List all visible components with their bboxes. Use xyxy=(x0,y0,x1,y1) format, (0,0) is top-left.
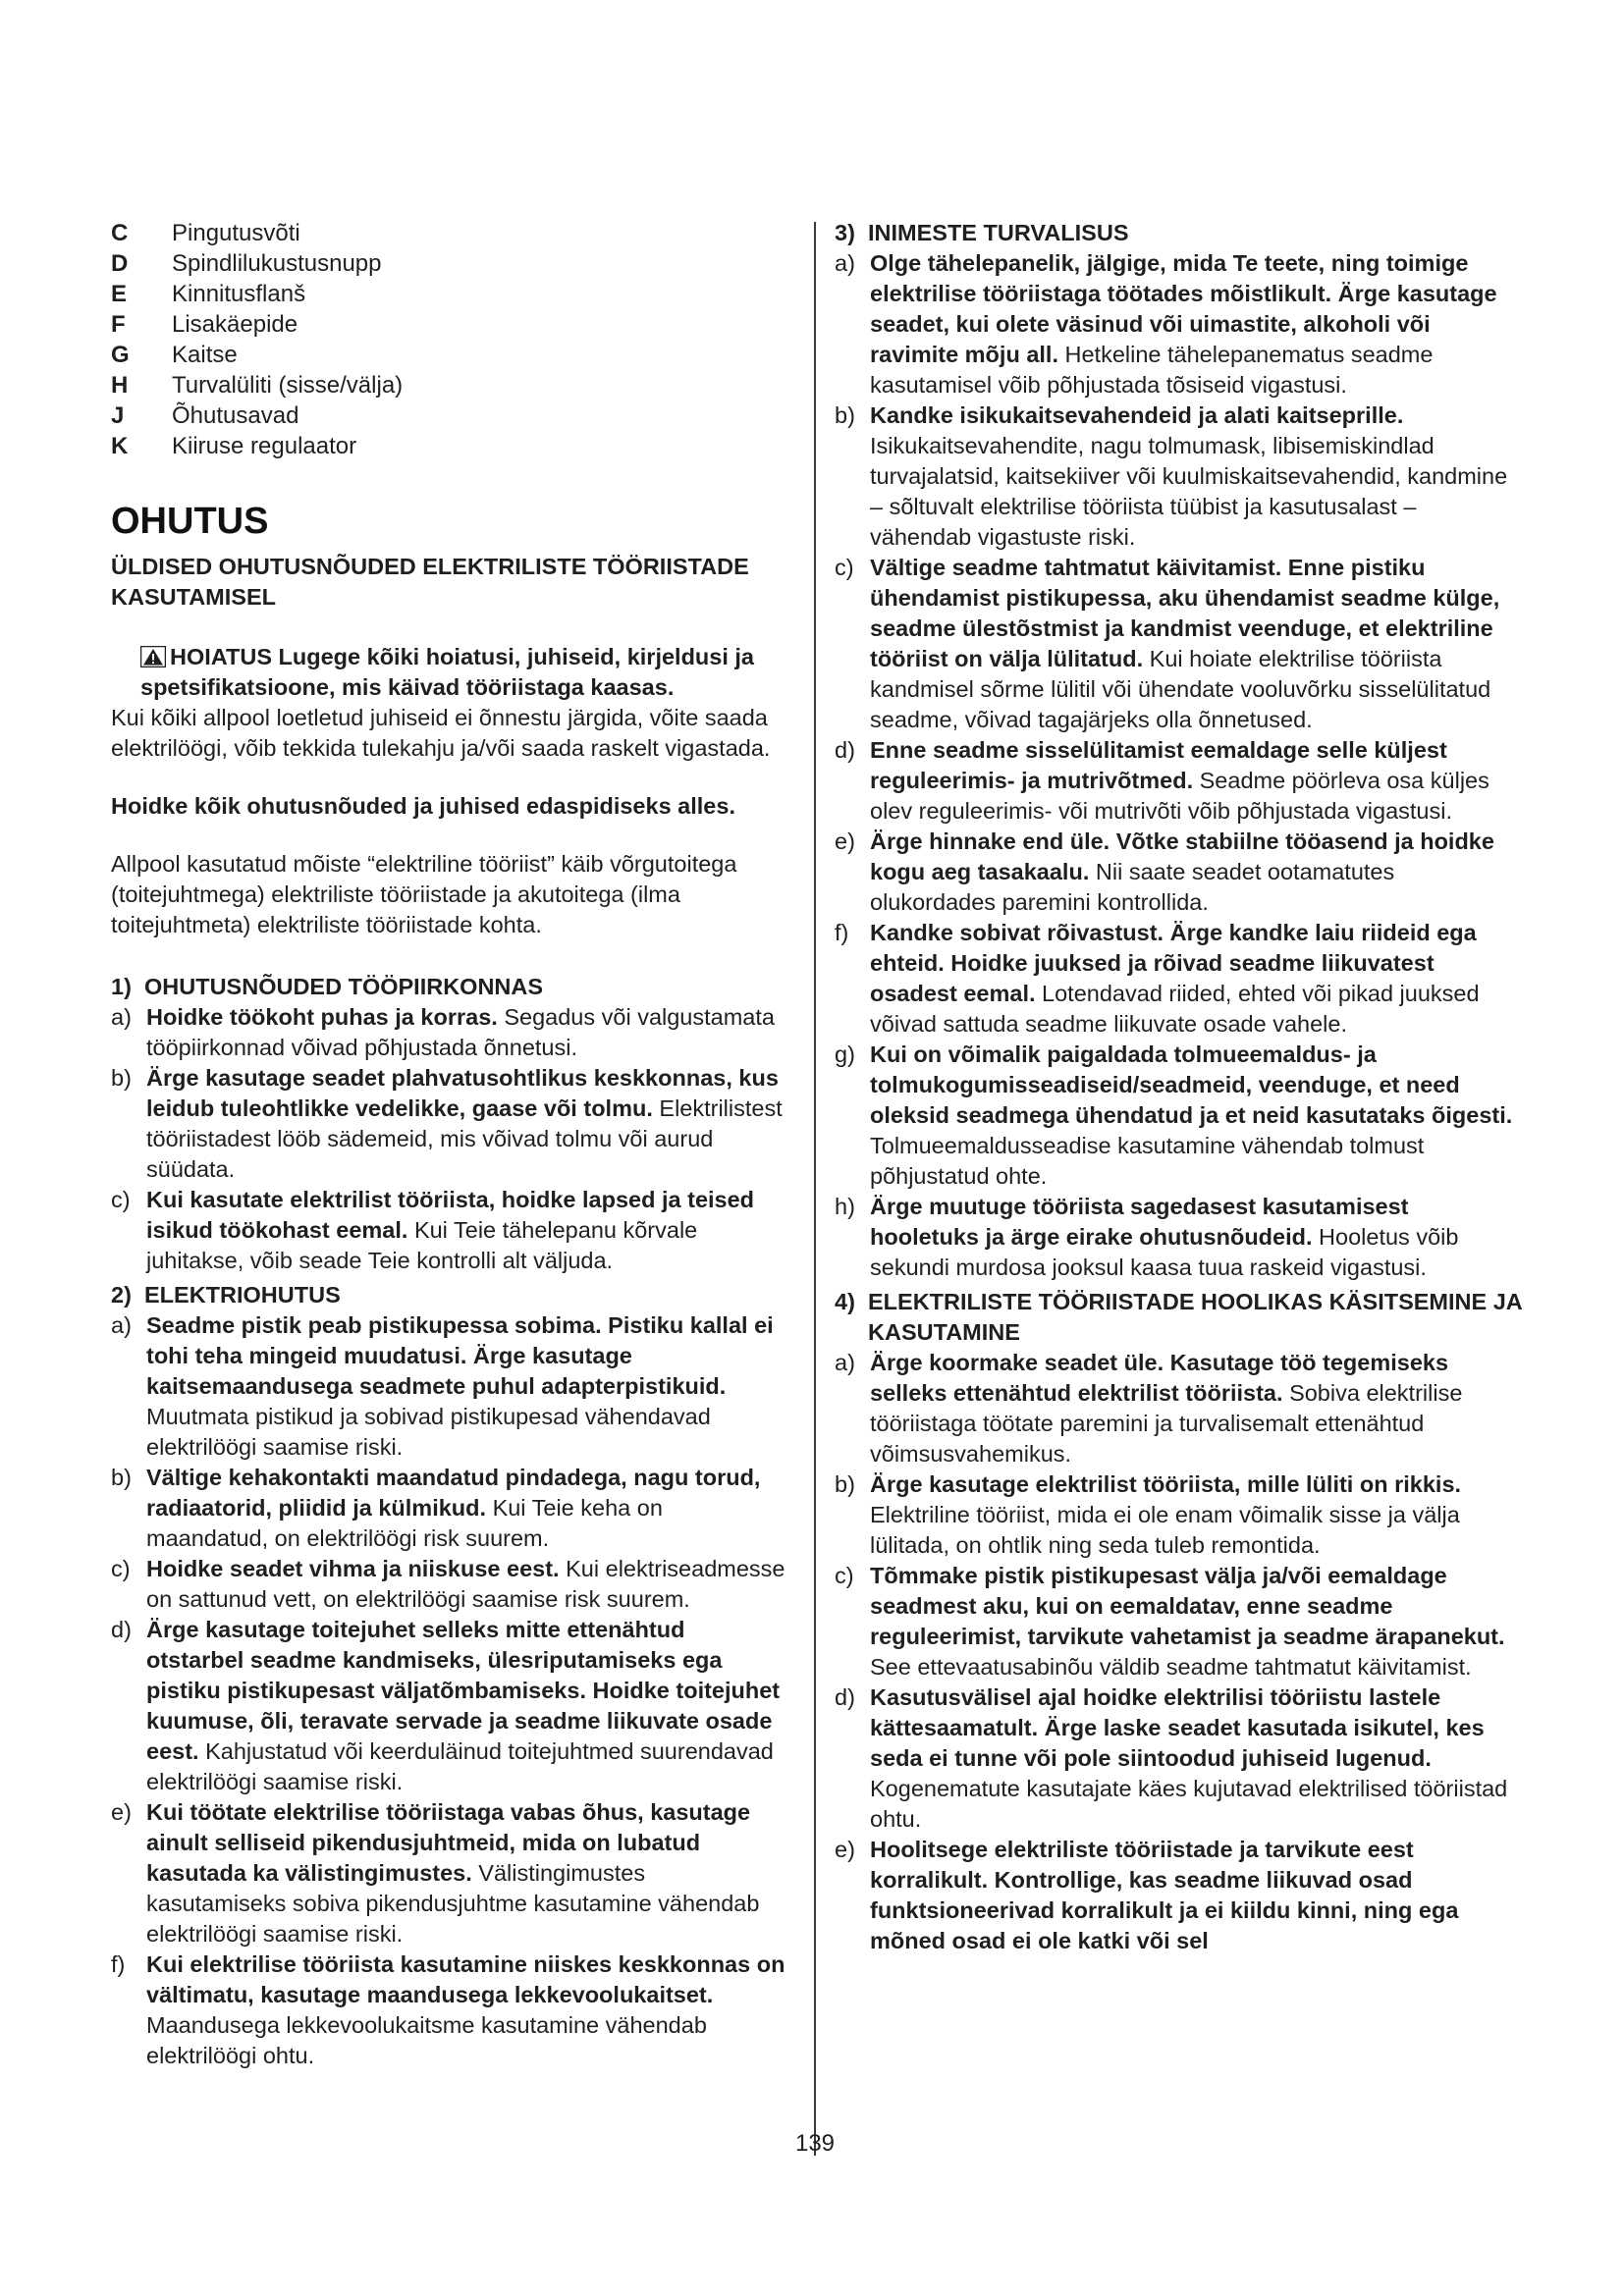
list-item: c) Tõmmake pistik pistikupesast välja ja/või eemaldage seadmest aku, kui on eemaldatav, enne seadme reguleerimist, tarvikute vahetamist ja seadme ärapanekut. See ettevaatusabinõu väldib seadme tahtmatut käivitamist. xyxy=(835,1563,1505,1680)
list-item: a) Seadme pistik peab pistikupessa sobima. Pistiku kallal ei tohi teha mingeid muudatusi. Ärge kasutage kaitsemaandusega seadmete puhul adapterpistikuid. Muutmata pistikud ja sobivad pistikupesad vähendavad elektrilöögi saamise riski. xyxy=(111,1312,774,1460)
part-row: E Kinnitusflanš xyxy=(111,281,306,307)
warning-normal-text: Kui kõiki allpool loetletud juhiseid ei õnnestu järgida, võite saada elektrilöögi, võib tekkida tulekahju ja/või saada raskelt vigastada. xyxy=(111,705,771,761)
warning-bold-text: HOIATUS Lugege kõiki hoiatusi, juhiseid, kirjeldusi ja spetsifikatsioone, mis käivad tööriistaga kaasas. xyxy=(140,644,755,700)
list-item: f) Kandke sobivat rõivastust. Ärge kandke laiu riideid ega ehteid. Hoidke juuksed ja rõivad seadme liikuvatest osadest eemal. Lotendavad riided, ehted või pikad juuksed võivad sattuda seadme liikuvate osade vahele. xyxy=(835,920,1480,1037)
part-row: D Spindlilukustusnupp xyxy=(111,250,382,277)
section-title: 4) ELEKTRILISTE TÖÖRIISTADE HOOLIKAS KÄSITSEMINE JA KASUTAMINE xyxy=(835,1289,1522,1345)
list-item: e) Hoolitsege elektriliste tööriistade ja tarvikute eest korralikult. Kontrollige, kas seadme liikuvad osad funktsioneerivad korralikult ja ei kiildu kinni, ning ega mõned osad ei ole katki või sel xyxy=(835,1837,1459,1953)
list-item: c) Kui kasutate elektrilist tööriista, hoidke lapsed ja teised isikud töökohast eemal. Kui Teie tähelepanu kõrvale juhitakse, võib seade Teie kontrolli alt väljuda. xyxy=(111,1187,755,1273)
part-row: G Kaitse xyxy=(111,342,238,368)
keep-notice: Hoidke kõik ohutusnõuded ja juhised edaspidiseks alles. xyxy=(111,793,735,819)
part-row: K Kiiruse regulaator xyxy=(111,433,357,459)
list-item: d) Kasutusvälisel ajal hoidke elektrilisi tööriistu lastele kättesaamatult. Ärge laske seadet kasutada isikutel, kes seda ei tunne või pole siintoodud juhiseid lugenud. Kogenematute kasutajate käes kujutavad elektrilised tööriistad ohtu. xyxy=(835,1684,1508,1832)
part-row: J Õhutusavad xyxy=(111,402,299,429)
warning-block xyxy=(111,642,788,764)
list-item: a) Hoidke töökoht puhas ja korras. Segadus või valgustamata tööpiirkonnad võivad põhjustada õnnetusi. xyxy=(111,1004,775,1060)
section-heading: OHUTUS xyxy=(111,501,269,542)
left-column xyxy=(111,218,788,2071)
right-column xyxy=(835,218,1522,1956)
list-item: c) Vältige seadme tahtmatut käivitamist. Enne pistiku ühendamist pistikupessa, aku ühendamist seadme külge, seadme ülestõstmist ja kandmist veenduge, et elektriline tööriist on välja lülitatud. Kui hoiate elektrilise tööriista kandmisel sõrme lülitil või ühendate vooluvõrku sisselülitatud seadme, võivad tagajärjeks olla õnnetused. xyxy=(835,555,1500,732)
list-item: h) Ärge muutuge tööriista sagedasest kasutamisest hooletuks ja ärge eirake ohutusnõudeid. Hooletus võib sekundi murdosa jooksul kaasa tuua raskeid vigastusi. xyxy=(835,1194,1459,1280)
list-item: a) Olge tähelepanelik, jälgige, mida Te teete, ning toimige elektrilise tööriistaga töötades mõistlikult. Ärge kasutage seadet, kui olete väsinud või uimastite, alkoholi või ravimite mõju all. Hetkeline tähelepanematus seadme kasutamisel võib põhjustada tõsiseid vigastusi. xyxy=(835,250,1497,398)
part-row: F Lisakäepide xyxy=(111,311,298,338)
list-item: b) Kandke isikukaitsevahendeid ja alati kaitseprille. Isikukaitsevahendite, nagu tolmumask, libisemiskindlad turvajalatsid, kaitsekiiver või kuulmiskaitsevahendid, kandmine – sõltuvalt elektrilise tööriista tüübist ja kasutusalast – vähendab vigastuste riski. xyxy=(835,402,1508,550)
list-item: d) Enne seadme sisselülitamist eemaldage selle küljest reguleerimis- ja mutrivõtmed. Seadme pöörleva osa küljes olev reguleerimis- või mutrivõti võib põhjustada vigastusi. xyxy=(835,737,1489,824)
list-item: e) Ärge hinnake end üle. Võtke stabiilne tööasend ja hoidke kogu aeg tasakaalu. Nii saate seadet ootamatutes olukordades paremini kontrollida. xyxy=(835,828,1494,915)
parts-list xyxy=(111,218,788,461)
page-number: 139 xyxy=(794,2130,836,2157)
part-row: H Turvalüliti (sisse/välja) xyxy=(111,372,404,399)
list-item: b) Vältige kehakontakti maandatud pindadega, nagu torud, radiaatorid, pliidid ja külmikud. Kui Teie keha on maandatud, on elektrilöögi risk suurem. xyxy=(111,1465,761,1551)
section-title: 1) OHUTUSNÕUDED TÖÖPIIRKONNAS xyxy=(111,974,544,999)
section-subheading: ÜLDISED OHUTUSNÕUDED ELEKTRILISTE TÖÖRIISTADE KASUTAMISEL xyxy=(111,554,749,610)
list-item: b) Ärge kasutage elektrilist tööriista, mille lüliti on rikkis. Elektriline tööriist, mida ei ole enam võimalik sisse ja välja lülitada, on ohtlik ning seda tuleb remontida. xyxy=(835,1471,1462,1558)
list-item: e) Kui töötate elektrilise tööriistaga vabas õhus, kasutage ainult selliseid pikendusjuhtmeid, mida on lubatud kasutada ka välistingimustes. Välistingimustes kasutamiseks sobiva pikendusjuhtme kasutamine vähendab elektrilöögi saamise riski. xyxy=(111,1799,760,1947)
list-item: g) Kui on võimalik paigaldada tolmueemaldus- ja tolmukogumisseadiseid/seadmeid, veenduge, et need oleksid seadmega ühendatud ja et neid kasutataks õigesti. Tolmueemaldusseadise kasutamine vähendab tolmust põhjustatud ohte. xyxy=(835,1041,1513,1189)
section-title: 3) INIMESTE TURVALISUS xyxy=(835,220,1129,245)
warning-icon xyxy=(140,646,166,667)
list-item: a) Ärge koormake seadet üle. Kasutage töö tegemiseks selleks ettenähtud elektrilist tööriista. Sobiva elektrilise tööriistaga töötate paremini ja turvalisemalt ettenähtud võimsusvahemikus. xyxy=(835,1350,1463,1467)
list-item: b) Ärge kasutage seadet plahvatusohtlikus keskkonnas, kus leidub tuleohtlikke vedelikke, gaase või tolmu. Elektrilistest tööriistadest lööb sädemeid, mis võivad tolmu või aurud süüdata. xyxy=(111,1065,783,1182)
column-divider xyxy=(814,222,816,2156)
list-item: d) Ärge kasutage toitejuhet selleks mitte ettenähtud otstarbel seadme kandmiseks, ülesriputamiseks ega pistiku pistikupesast väljatõmbamiseks. Hoidke toitejuhet kuumuse, õli, teravate servade ja seadme liikuvate osade eest. Kahjustatud või keerduläinud toitejuhtmed suurendavad elektrilöögi saamise riski. xyxy=(111,1617,781,1794)
part-row: C Pingutusvõti xyxy=(111,220,300,246)
list-item: f) Kui elektrilise tööriista kasutamine niiskes keskkonnas on vältimatu, kasutage maandusega lekkevoolukaitset. Maandusega lekkevoolukaitsme kasutamine vähendab elektrilöögi ohtu. xyxy=(111,1951,785,2068)
list-item: c) Hoidke seadet vihma ja niiskuse eest. Kui elektriseadmesse on sattunud vett, on elektrilöögi saamise risk suurem. xyxy=(111,1556,785,1612)
section-title: 2) ELEKTRIOHUTUS xyxy=(111,1282,341,1308)
definition-text: Allpool kasutatud mõiste “elektriline tööriist” käib võrgutoitega (toitejuhtmega) elektriliste tööriistade ja akutoitega (ilma toitejuhtmeta) elektriliste tööriistade kohta. xyxy=(111,851,737,937)
